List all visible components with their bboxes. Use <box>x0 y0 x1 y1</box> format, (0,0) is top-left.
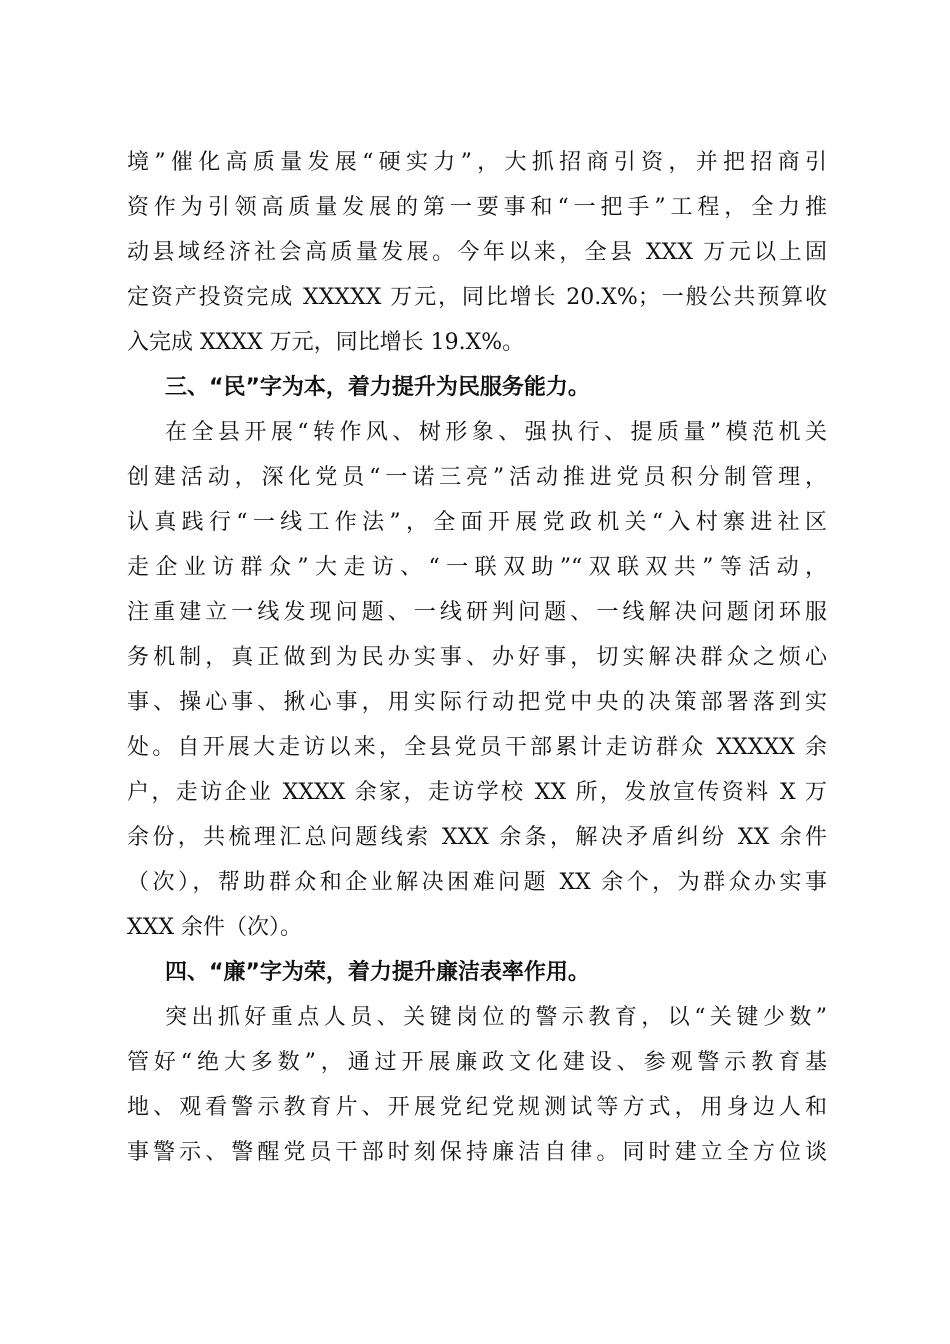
section-heading-4: 四、“廉”字为荣，着力提升廉洁表率作用。 <box>165 960 590 985</box>
text-line: 户，走访企业 XXXX 余家，走访学校 XX 所，发放宣传资料 X 万 <box>127 780 827 805</box>
text-line: 创建活动，深化党员“一诺三亮”活动推进党员积分制管理， <box>127 465 827 490</box>
text-line: 地、观看警示教育片、开展党纪党规测试等方式，用身边人和 <box>127 1095 827 1120</box>
paragraph-service <box>127 410 827 950</box>
paragraph-integrity <box>127 995 827 1175</box>
text-line: 认真践行“一线工作法”，全面开展党政机关“入村寨进社区 <box>127 510 827 535</box>
text-line: 务机制，真正做到为民办实事、办好事，切实解决群众之烦心 <box>127 645 827 670</box>
text-line: 处。自开展大走访以来，全县党员干部累计走访群众 XXXXX 余 <box>127 735 827 760</box>
text-line: 事、操心事、揪心事，用实际行动把党中央的决策部署落到实 <box>127 690 827 715</box>
text-line: 入完成 XXXX 万元，同比增长 19.X%。 <box>127 330 525 355</box>
text-line: 在全县开展“转作风、树形象、强执行、提质量”模范机关 <box>165 420 827 445</box>
text-line: XXX 余件（次）。 <box>127 915 302 940</box>
text-line: 动县域经济社会高质量发展。今年以来，全县 XXX 万元以上固 <box>127 240 827 265</box>
document-page <box>127 140 827 1175</box>
text-line: 余份，共梳理汇总问题线索 XXX 余条，解决矛盾纠纷 XX 余件 <box>127 825 827 850</box>
text-line: 注重建立一线发现问题、一线研判问题、一线解决问题闭环服 <box>127 600 827 625</box>
text-line: 突出抓好重点人员、关键岗位的警示教育，以“关键少数” <box>165 1005 827 1030</box>
text-line: （次），帮助群众和企业解决困难问题 XX 余个，为群众办实事 <box>127 870 828 895</box>
paragraph-economy <box>127 140 827 365</box>
section-heading-3: 三、“民”字为本，着力提升为民服务能力。 <box>165 375 590 400</box>
text-line: 境”催化高质量发展“硬实力”，大抓招商引资，并把招商引 <box>127 150 827 175</box>
text-line: 管好“绝大多数”，通过开展廉政文化建设、参观警示教育基 <box>127 1050 827 1075</box>
text-line: 走企业访群众”大走访、“一联双助”“双联双共”等活动， <box>127 555 827 580</box>
text-line: 定资产投资完成 XXXXX 万元，同比增长 20.X%；一般公共预算收 <box>127 285 827 310</box>
text-line: 资作为引领高质量发展的第一要事和“一把手”工程，全力推 <box>127 195 827 220</box>
text-line: 事警示、警醒党员干部时刻保持廉洁自律。同时建立全方位谈 <box>127 1140 827 1165</box>
